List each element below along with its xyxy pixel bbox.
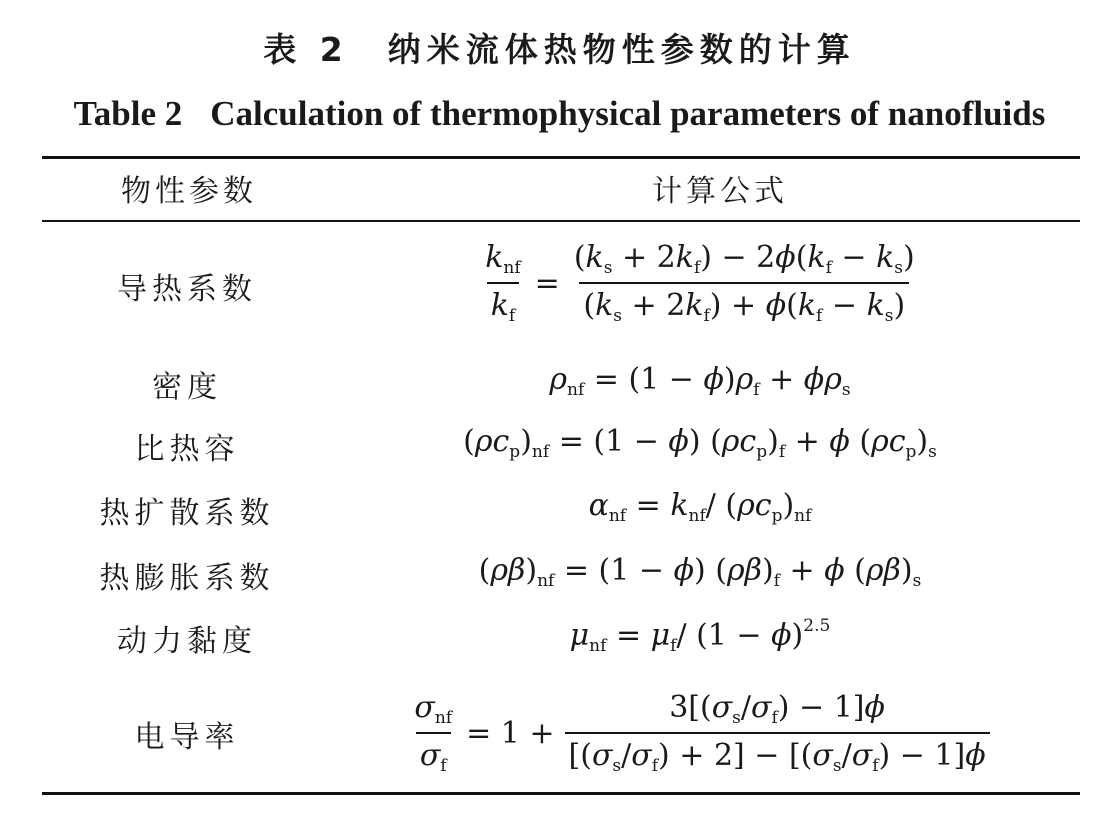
param-specific-heat: 比热容 xyxy=(134,432,240,467)
formula-dynamic-viscosity: $\mu_{nf} = \mu_f/$ $(1 - \phi)^{2.5}$ xyxy=(569,616,831,656)
header-rule xyxy=(42,220,1080,222)
param-dynamic-viscosity: 动力黏度 xyxy=(117,624,257,659)
table-title-chinese: 表 2 纳米流体热物性参数的计算 xyxy=(263,30,856,69)
param-electrical-conductivity: 电导率 xyxy=(134,720,240,755)
formula-thermal-diffusivity: $\alpha_{nf} = k_{nf}/$ $(\rho c_p)_{nf}$ xyxy=(588,488,812,526)
formula-thermal-conductivity: $\frac{k_{nf}}{k_f}$ = $\frac{(k_s + 2k_f) - 2\phi(k_f - k_s)}{(k_s + 2k_f) + \phi(k_f - k_s)}$ xyxy=(485,240,915,326)
top-rule xyxy=(42,156,1080,159)
table-caption: Calculation of thermophysical parameters of nanofluids xyxy=(210,94,1046,133)
bottom-rule xyxy=(42,792,1080,795)
param-thermal-diffusivity: 热扩散系数 xyxy=(99,496,275,531)
header-parameter: 物性参数 xyxy=(121,174,257,209)
formula-electrical-conductivity: $\frac{\sigma_{nf}}{\sigma_f}$ = 1 + $\frac{3[(\sigma_s/\sigma_f) - 1]\phi}{[(\sigma_s/\sigma_f) + 2] - [(\sigma_s/\sigma_f) - 1]\phi}$ xyxy=(320,690,1080,776)
param-density: 密度 xyxy=(152,370,222,405)
table-number: Table 2 xyxy=(73,94,183,133)
formula-thermal-expansion: $(\rho\beta)_{nf} = (1 - \phi) (\rho\beta)_f + \phi$ $(\rho\beta)_s$ xyxy=(478,553,922,591)
formula-specific-heat: $(\rho c_p)_{nf} = (1 - \phi) (\rho c_p)_f + \phi$ $(\rho c_p)_s$ xyxy=(463,424,937,462)
table-title-english xyxy=(0,94,1119,134)
param-thermal-conductivity: 导热系数 xyxy=(117,272,257,307)
param-thermal-expansion: 热膨胀系数 xyxy=(99,561,275,596)
formula-density: $\rho_{nf} = (1 - \phi)\rho_f + \phi\rho_s$ xyxy=(549,362,851,400)
header-formula: 计算公式 xyxy=(652,174,788,209)
